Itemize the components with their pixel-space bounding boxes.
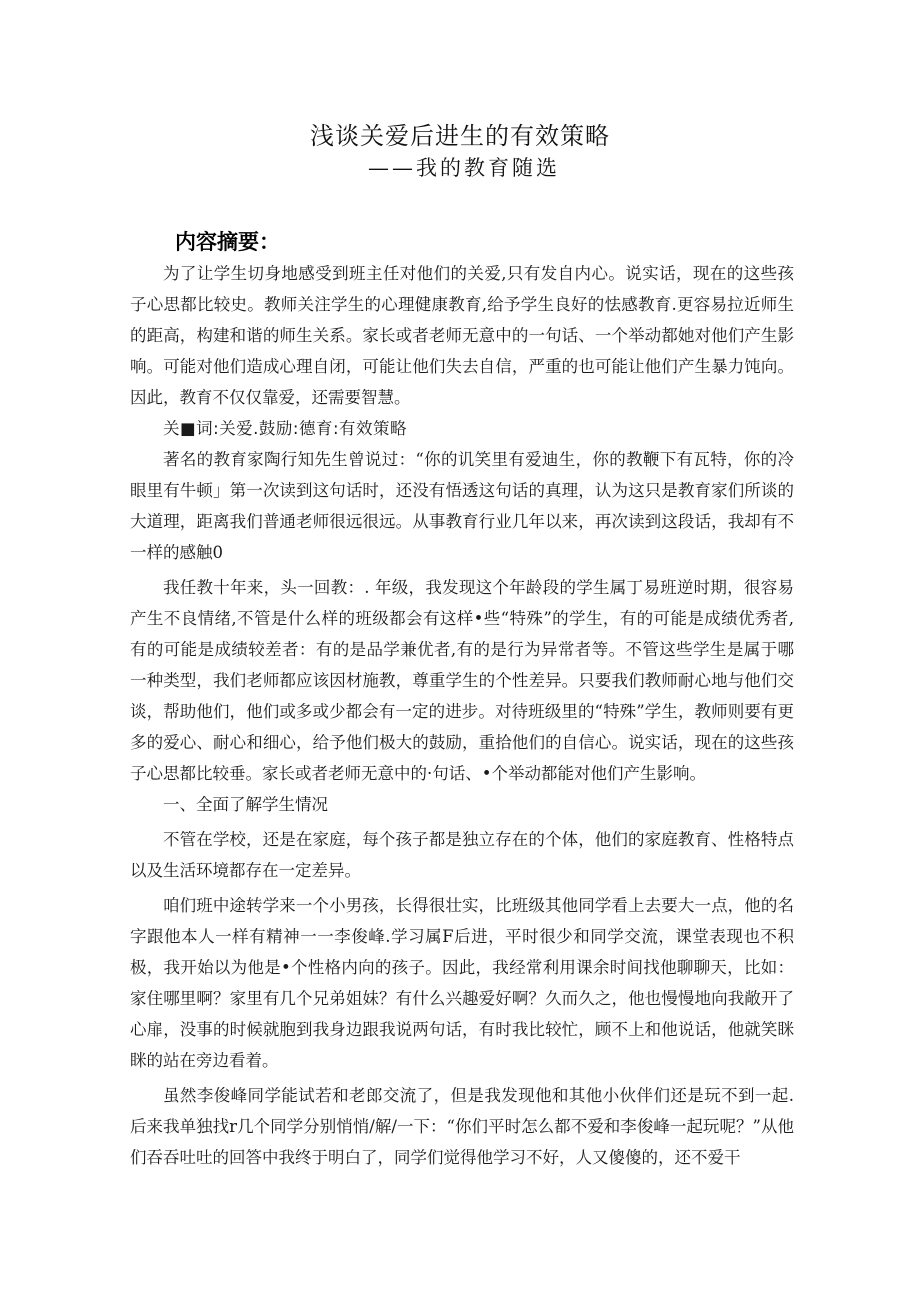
body-paragraph: 我任教十年来，头一回教：. 年级，我发现这个年龄段的学生属丁易班逆时期，很容易产生不良情绪,不管是什么样的班级都会有这样•些“特殊”的学生，有的可能是成绩优秀者,有的可能是成绩较差者：有的是品学兼优者,有的是行为异常者等。不管这些学生是属于哪一种类型，我们老师都应该因材施教，尊重学生的个性差异。只要我们教师耐心地与他们交谈，帮助他们，他们或多或少都会有一定的进步。对待班级里的“特殊”学生，教师则要有更多的爱心、耐心和细心，给予他们极大的鼓励，重拾他们的自信心。说实话，现在的这些孩子心思都比较垂。家长或者老师无意中的·句话、•个举动都能对他们产生影响。 [130, 578, 794, 783]
body-paragraph: 不管在学校，还是在家庭，每个孩子都是独立存在的个体，他们的家庭教育、性格特点以及生活环境都存在一定差异。 [130, 830, 794, 880]
keywords-line: 关■词:关爱.鼓励:德育:有效策略 [163, 419, 408, 438]
document-title: 浅谈关爱后进生的有效策略 [310, 122, 610, 150]
document-subtitle: ——我的教育随选 [368, 156, 560, 180]
body-paragraph: 虽然李俊峰同学能试若和老郎交流了，但是我发现他和其他小伙伴们还是玩不到一起.后来我单独找r几个同学分别悄悄/解/一下：“你们平时怎么都不爱和李俊峰一起玩呢？”从他们吞吞吐吐的回答中我终于明白了，同学们觉得他学习不好，人又傻傻的，还不爱干 [130, 1086, 794, 1167]
section-heading: 一、全面了解学生情况 [163, 795, 328, 814]
body-paragraph: 著名的教育家陶行知先生曾说过：“你的讥笑里有爱迪生，你的教鞭下有瓦特，你的冷眼里有牛顿」第一次读到这句话时，还没有悟透这句话的真理，认为这只是教育家们所谈的大道理，距离我们普通老师很远很远。从事教育行业几年以来，再次读到这段话，我却有不一样的感触0 [130, 450, 794, 562]
body-paragraph: 咱们班中途转学来一个小男孩，长得很壮实，比班级其他同学看上去要大一点，他的名字跟他本人一样有精神一一李俊峰.学习属F后进，平时很少和同学交流，课堂表现也不积极，我开始以为他是•个性格内向的孩子。因此，我经常利用课余时间找他聊聊天，比如：家住哪里啊？家里有几个兄弟姐妹？有什么兴趣爱好啊？久而久之，他也慢慢地向我敞开了心扉，没事的时候就胞到我身边跟我说两句话，有时我比较忙，顾不上和他说话，他就笑眯眯的站在旁边看着。 [130, 896, 794, 1070]
abstract-paragraph: 为了让学生切身地感受到班主任对他们的关爱,只有发自内心。说实话，现在的这些孩子心思都比较史。教师关注学生的心理健康教育,给予学生良好的怯感教育.更容易拉近师生的距高，构建和谐的师生关系。家长或者老师无意中的一句话、一个举动都她对他们产生影响。可能对他们造成心理自闭，可能让他们失去自信，严重的也可能让他们产生暴力饨向。因此，教育不仅仅靠爱，还需要智慧。 [130, 264, 794, 407]
abstract-heading: 内容摘要： [175, 230, 280, 254]
document-body [130, 258, 794, 1173]
